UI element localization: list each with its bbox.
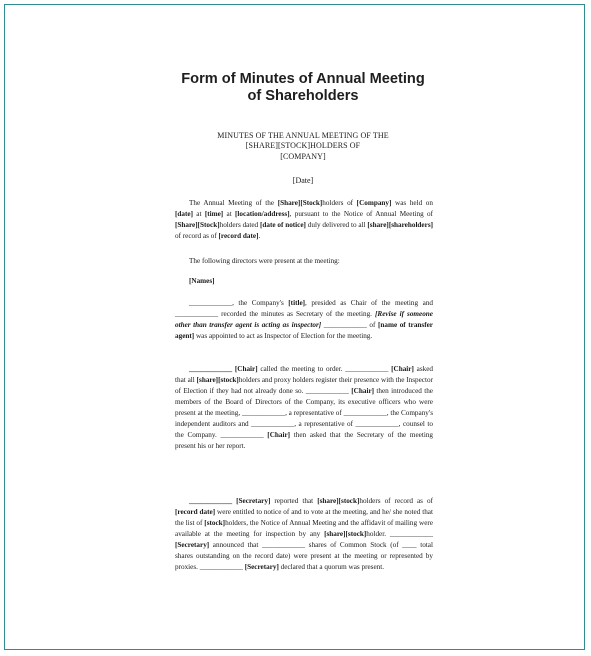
placeholder: [Chair]	[351, 387, 375, 395]
subhead-line-3: [COMPANY]	[280, 151, 326, 161]
text: was held on	[391, 199, 433, 207]
placeholder: [share][stock]	[196, 376, 239, 384]
paragraph-meeting-held	[175, 198, 433, 242]
document-frame	[4, 4, 585, 650]
text: asked that all	[175, 365, 433, 384]
document-title	[172, 71, 434, 105]
text: holders of	[322, 199, 357, 207]
paragraph-chair-secretary	[175, 298, 433, 342]
names-placeholder: [Names]	[189, 277, 215, 285]
text: holders dated	[219, 221, 260, 229]
text: then introduced the members of the Board of Directors of the Company, its executive officers who were present at the meeting, ____________, a representative of ____________, the Company's independent auditors and ____________, a representative of ____________, counsel to the Company. ____________	[175, 387, 433, 439]
placeholder: [Share][Stock]	[175, 221, 220, 229]
instruction-note: [Revise if someone other than transfer agent is acting as inspector]	[175, 310, 433, 329]
placeholder: [share][stock]	[317, 497, 360, 505]
document-page	[172, 5, 434, 605]
placeholder: [record date]	[175, 508, 216, 516]
text: holders and proxy holders register their presence with the Inspector of Election if they had not already done so. ____________	[175, 376, 433, 395]
text: at	[192, 210, 205, 218]
minutes-subheading	[172, 131, 434, 162]
text: ____________ of	[321, 321, 378, 329]
text: , pursuant to the Notice of Annual Meeting of	[289, 210, 433, 218]
placeholder: [Share][Stock]	[277, 199, 323, 207]
text: announced that ____________ shares of Common Stock (of ____ total shares outstanding on the record date) were present at the meeting or represented by proxies. ____________	[175, 541, 433, 571]
meeting-date: [Date]	[292, 176, 314, 185]
placeholder: [share][shareholders]	[367, 221, 434, 229]
placeholder: [date of notice]	[259, 221, 306, 229]
placeholder: ____________ [Secretary]	[189, 497, 271, 505]
placeholder: [Chair]	[267, 431, 291, 439]
subhead-line-2: [SHARE][STOCK]HOLDERS OF	[245, 141, 361, 151]
title-line-2: of Shareholders	[247, 88, 359, 104]
placeholder: [stock]	[204, 519, 226, 527]
placeholder: [Secretary]	[175, 541, 210, 549]
text: at	[223, 210, 236, 218]
text: .	[258, 232, 261, 240]
directors-names	[175, 276, 433, 287]
text: were entitled to notice of and to vote at the meeting, and he/ she noted that the list of	[175, 508, 433, 527]
placeholder: [record date]	[218, 232, 259, 240]
paragraph-directors-present: The following directors were present at the meeting:	[189, 257, 340, 265]
placeholder: [title]	[288, 299, 306, 307]
text: duly delivered to all	[305, 221, 368, 229]
placeholder: [Company]	[356, 199, 392, 207]
paragraph-secretary-report	[175, 496, 433, 573]
placeholder: ____________ [Chair]	[189, 365, 258, 373]
text: holder. ____________	[366, 530, 433, 538]
text: then asked that the Secretary of the meeting present his or her report.	[175, 431, 434, 450]
paragraph-call-to-order	[175, 364, 433, 452]
text: holders, the Notice of Annual Meeting and the affidavit of mailing were available at the meeting for inspection by any	[175, 519, 433, 538]
placeholder: [Chair]	[391, 365, 414, 373]
placeholder: [share][stock]	[324, 530, 367, 538]
placeholder: [location/address]	[235, 210, 290, 218]
text: ____________, the Company's	[189, 299, 289, 307]
text: declared that a quorum was present.	[278, 563, 385, 571]
text: holders of record as of	[359, 497, 434, 505]
text: of record as of	[175, 232, 219, 240]
text: was appointed to act as Inspector of Election for the meeting.	[194, 332, 373, 340]
text: reported that	[270, 497, 318, 505]
text: The Annual Meeting of the	[189, 199, 278, 207]
placeholder: [date]	[175, 210, 193, 218]
title-line-1: Form of Minutes of Annual Meeting	[181, 71, 425, 87]
text: , presided as Chair of the meeting and ____________ recorded the minutes as Secretary of the meeting.	[175, 299, 434, 318]
text: called the meeting to order. ____________	[257, 365, 392, 373]
placeholder: [time]	[204, 210, 224, 218]
subhead-line-1: MINUTES OF THE ANNUAL MEETING OF THE	[217, 131, 389, 140]
placeholder: [Secretary]	[244, 563, 279, 571]
placeholder: [name of transfer agent]	[175, 321, 433, 340]
